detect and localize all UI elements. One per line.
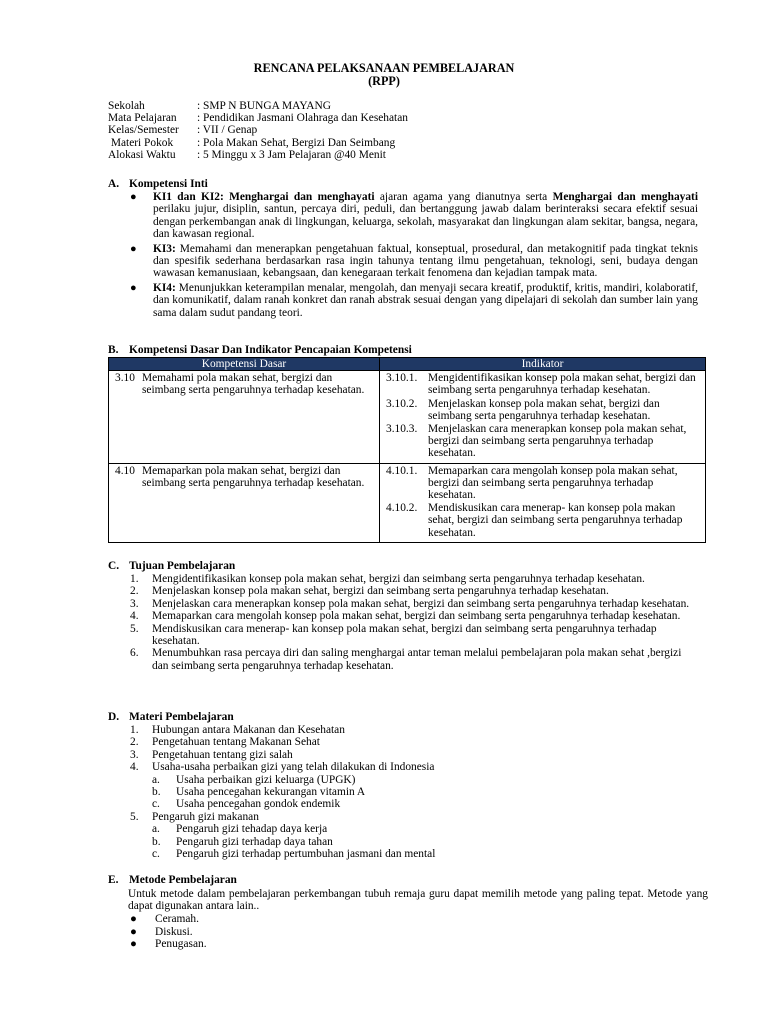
identity-key: Kelas/Semester — [108, 124, 179, 137]
list-item: 3. Menjelaskan cara menerapkan konsep pola makan sehat, bergizi dan seimbang serta pengaruhnya terhadap kesehatan. — [130, 597, 690, 610]
list-item: 1. Mengidentifikasikan konsep pola makan sehat, bergizi dan seimbang serta pengaruhnya terhadap kesehatan. — [130, 573, 645, 585]
bullet-icon: ● — [130, 938, 137, 951]
list-item: 2. Menjelaskan konsep pola makan sehat, bergizi dan seimbang serta pengaruhnya terhadap kesehatan. — [130, 585, 609, 598]
kompetensi-inti-list — [126, 191, 698, 321]
list-item: 6. Menumbuhkan rasa percaya diri dan saling menghargai antar teman melalui pembelajaran pola makan sehat ,bergizi dan seimbang serta pengaruhnya terhadap kesehatan. — [130, 647, 682, 672]
indicator-text: Menjelaskan cara menerapkan konsep pola makan sehat, bergizi dan seimbang serta pengaruhnya terhadap kesehatan. — [428, 423, 687, 460]
list-item: 3. Pengetahuan tentang gizi salah — [130, 748, 293, 761]
bullet-icon: ● — [130, 925, 137, 938]
identity-key: Sekolah — [108, 100, 145, 112]
table-row — [109, 463, 706, 542]
identity-row — [108, 149, 408, 161]
section-b-heading: B. Kompetensi Dasar Dan Indikator Pencapaian Kompetensi — [108, 344, 412, 356]
metode-list — [130, 913, 207, 951]
kd-code: 3.10 — [115, 372, 135, 385]
table-row — [109, 371, 706, 463]
identity-key: Materi Pokok — [108, 136, 174, 149]
identity-value: : Pola Makan Sehat, Bergizi Dan Seimbang — [197, 136, 396, 149]
table-cell — [109, 371, 380, 463]
list-item: 1. Hubungan antara Makanan dan Kesehatan — [130, 724, 345, 736]
identity-row — [108, 100, 408, 112]
table-cell — [380, 371, 706, 463]
list-item: 2. Pengetahuan tentang Makanan Sehat — [130, 736, 320, 749]
list-item: ● Diskusi. — [130, 925, 193, 938]
identity-value: : SMP N BUNGA MAYANG — [197, 100, 331, 112]
section-d-heading: D. Materi Pembelajaran — [108, 711, 234, 723]
identity-table — [108, 100, 408, 161]
indicator-code: 3.10.3. — [386, 423, 418, 436]
list-item: 4. Usaha-usaha perbaikan gizi yang telah dilakukan di Indonesia — [130, 761, 435, 774]
identity-key: Mata Pelajaran — [108, 112, 177, 125]
identity-value: : VII / Genap — [197, 124, 258, 137]
list-subitem: c. Usaha pencegahan gondok endemik — [152, 798, 341, 811]
identity-key: Alokasi Waktu — [108, 148, 176, 161]
section-c-heading: C. Tujuan Pembelajaran — [108, 560, 236, 572]
identity-value: : 5 Minggu x 3 Jam Pelajaran @40 Menit — [197, 148, 386, 161]
list-item: ● Ceramah. — [130, 913, 199, 925]
indicator-text: Mendiskusikan cara menerap- kan konsep pola makan sehat, bergizi dan seimbang serta pengaruhnya terhadap kesehatan. — [428, 502, 683, 539]
identity-value: : Pendidikan Jasmani Olahraga dan Kesehatan — [197, 112, 408, 125]
list-subitem: b. Usaha pencegahan kekurangan vitamin A — [152, 786, 366, 799]
indicator-code: 4.10.1. — [386, 464, 418, 477]
indicator-text: Mengidentifikasikan konsep pola makan sehat, bergizi dan seimbang serta pengaruhnya terhadap kesehatan. — [428, 372, 696, 397]
table-cell — [380, 463, 706, 542]
list-item: ● KI4: Menunjukkan keterampilan menalar, mengolah, dan menyaji secara kreatif, produktif, kritis, mandiri, kolaboratif, dan komunikatif, dalam ranah konkret dan ranah abstrak sesuai dengan yang dipelajari di sekolah dan sumber lain yang sama dalam sudut pandang teori. — [130, 281, 698, 319]
document-subtitle: (RPP) — [368, 74, 400, 88]
materi-list — [130, 724, 700, 860]
kompetensi-table — [108, 357, 706, 543]
list-item: 4. Memaparkan cara mengolah konsep pola makan sehat, bergizi dan seimbang serta pengaruhnya terhadap kesehatan. — [130, 610, 681, 623]
list-item: ● KI1 dan KI2: Menghargai dan menghayati ajaran agama yang dianutnya serta Menghargai dan menghayati perilaku jujur, disiplin, santun, percaya diri, peduli, dan bertanggung jawab dalam berinteraksi secara efektif sesuai dengan perkembangan anak di lingkungan, keluarga, sekolah, masyarakat dan lingkungan alam sekitar, bangsa, negara, dan kawasan regional. — [130, 191, 698, 241]
identity-row — [108, 124, 408, 136]
bullet-icon: ● — [130, 191, 137, 203]
bullet-icon: ● — [130, 913, 137, 925]
list-item: ● Penugasan. — [130, 938, 207, 951]
metode-paragraph: Untuk metode dalam pembelajaran perkembangan tubuh remaja guru dapat memilih metode yang paling tepat. Metode yang dapat digunakan antara lain.. — [128, 888, 708, 913]
identity-row — [108, 112, 408, 124]
table-header: Indikator — [380, 358, 706, 371]
list-subitem: a. Pengaruh gizi tehadap daya kerja — [152, 823, 328, 836]
indicator-text: Memaparkan cara mengolah konsep pola makan sehat, bergizi dan seimbang serta pengaruhnya terhadap kesehatan. — [428, 464, 678, 502]
bullet-icon: ● — [130, 281, 137, 294]
list-item: 5. Mendiskusikan cara menerap- kan konsep pola makan sehat, bergizi dan seimbang serta pengaruhnya terhadap kesehatan. — [130, 622, 657, 648]
table-header: Kompetensi Dasar — [109, 358, 380, 371]
bullet-icon: ● — [130, 242, 137, 255]
indicator-code: 4.10.2. — [386, 502, 418, 515]
indicator-text: Menjelaskan konsep pola makan sehat, bergizi dan seimbang serta pengaruhnya terhadap kesehatan. — [428, 397, 660, 422]
tujuan-list — [130, 573, 700, 672]
section-a-heading: A. Kompetensi Inti — [108, 178, 208, 190]
list-item: ● KI3: Memahami dan menerapkan pengetahuan faktual, konseptual, prosedural, dan metakognitif pada tingkat teknis dan spesifik sederhana berdasarkan rasa ingin tahunya tentang ilmu pengetahuan, teknologi, seni, budaya dengan wawasan kemanusiaan, kebangsaan, dan kenegaraan terkait fenomena dan kejadian tampak mata. — [130, 242, 698, 280]
table-header-row — [109, 358, 706, 371]
indicator-code: 3.10.1. — [386, 372, 418, 385]
kd-text: Memaparkan pola makan sehat, bergizi dan seimbang serta pengaruhnya terhadap kesehatan. — [142, 464, 365, 489]
identity-row — [108, 137, 408, 149]
list-subitem: b. Pengaruh gizi terhadap daya tahan — [152, 835, 333, 848]
list-subitem: a. Usaha perbaikan gizi keluarga (UPGK) — [152, 773, 356, 786]
indicator-code: 3.10.2. — [386, 397, 418, 410]
table-cell — [109, 463, 380, 542]
kd-text: Memahami pola makan sehat, bergizi dan seimbang serta pengaruhnya terhadap kesehatan. — [142, 372, 365, 397]
list-subitem: c. Pengaruh gizi terhadap pertumbuhan jasmani dan mental — [152, 848, 436, 861]
kd-code: 4.10 — [115, 464, 135, 477]
list-item: 5. Pengaruh gizi makanan — [130, 810, 259, 823]
section-e-heading: E. Metode Pembelajaran — [108, 874, 237, 886]
document-title: RENCANA PELAKSANAAN PEMBELAJARAN — [253, 61, 515, 75]
